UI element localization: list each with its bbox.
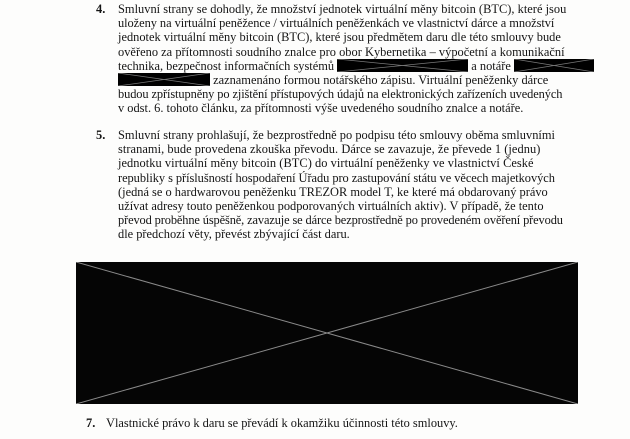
clause-text bbox=[118, 128, 598, 242]
clause-text bbox=[118, 2, 598, 116]
redaction-box bbox=[337, 59, 468, 72]
text-line: republiky s příslušností hospodaření Úřadu pro zastupování státu ve věcech majetkových bbox=[118, 170, 555, 185]
text-fragment: technika, bezpečnost informačních systémů bbox=[118, 58, 335, 73]
text-line: (jedná se o hardwarovou peněženku TREZOR model T, ke které má obdarovaný právo bbox=[118, 184, 548, 199]
text-line: v odst. 6. tohoto článku, za přítomnosti výše uvedeného soudního znalce a notáře. bbox=[118, 101, 524, 116]
text-line: převod proběhne úspěšně, zavazuje se dárce bezprostředně po provedeném ověření převodu bbox=[118, 213, 563, 228]
text-line: dle předchozí věty, převést zbývající část daru. bbox=[118, 227, 350, 242]
text-line: uloženy na virtuální peněžence / virtuálních peněženkách ve vlastnictví dárce a množství bbox=[118, 16, 555, 31]
text-line: Smluvní strany se dohodly, že množství jednotek virtuální měny bitcoin (BTC), které jsou bbox=[118, 2, 567, 16]
text-line: užívat adresy touto peněženkou podporovaných virtuálních aktiv). V případě, že tento bbox=[118, 199, 544, 214]
text-line: jednotek virtuální měny bitcoin (BTC), které jsou předmětem daru dle této smlouvy bude bbox=[118, 30, 561, 45]
redaction-box bbox=[514, 59, 594, 72]
clause-number: 7. bbox=[86, 416, 96, 430]
text-line: Vlastnické právo k daru se převádí k okamžiku účinnosti této smlouvy. bbox=[106, 416, 458, 430]
clause-text bbox=[106, 416, 586, 430]
text-line: jednotku virtuální měny bitcoin (BTC) do virtuální peněženky ve vlastnictví České bbox=[118, 156, 534, 171]
text-line: Smluvní strany prohlašují, že bezprostředně po podpisu této smlouvy oběma smluvními bbox=[118, 128, 555, 142]
text-fragment: a notáře bbox=[471, 58, 511, 73]
text-line bbox=[118, 59, 598, 73]
text-line: stranami, bude provedena zkouška převodu. Dárce se zavazuje, že převede 1 (jednu) bbox=[118, 142, 541, 157]
text-line bbox=[118, 73, 598, 87]
text-fragment: zaznamenáno formou notářského zápisu. Virtuální peněženky dárce bbox=[213, 73, 549, 88]
redaction-box bbox=[118, 73, 210, 86]
text-line: budou zpřístupněny po zjištění přístupových údajů na elektronických zařízeních uvedených bbox=[118, 87, 563, 102]
text-line: ověřeno za přítomnosti soudního znalce pro obor Kybernetika – výpočetní a komunikační bbox=[118, 44, 565, 59]
redaction-block bbox=[76, 262, 578, 404]
clause-number: 4. bbox=[96, 2, 106, 16]
clause-number: 5. bbox=[96, 128, 106, 142]
